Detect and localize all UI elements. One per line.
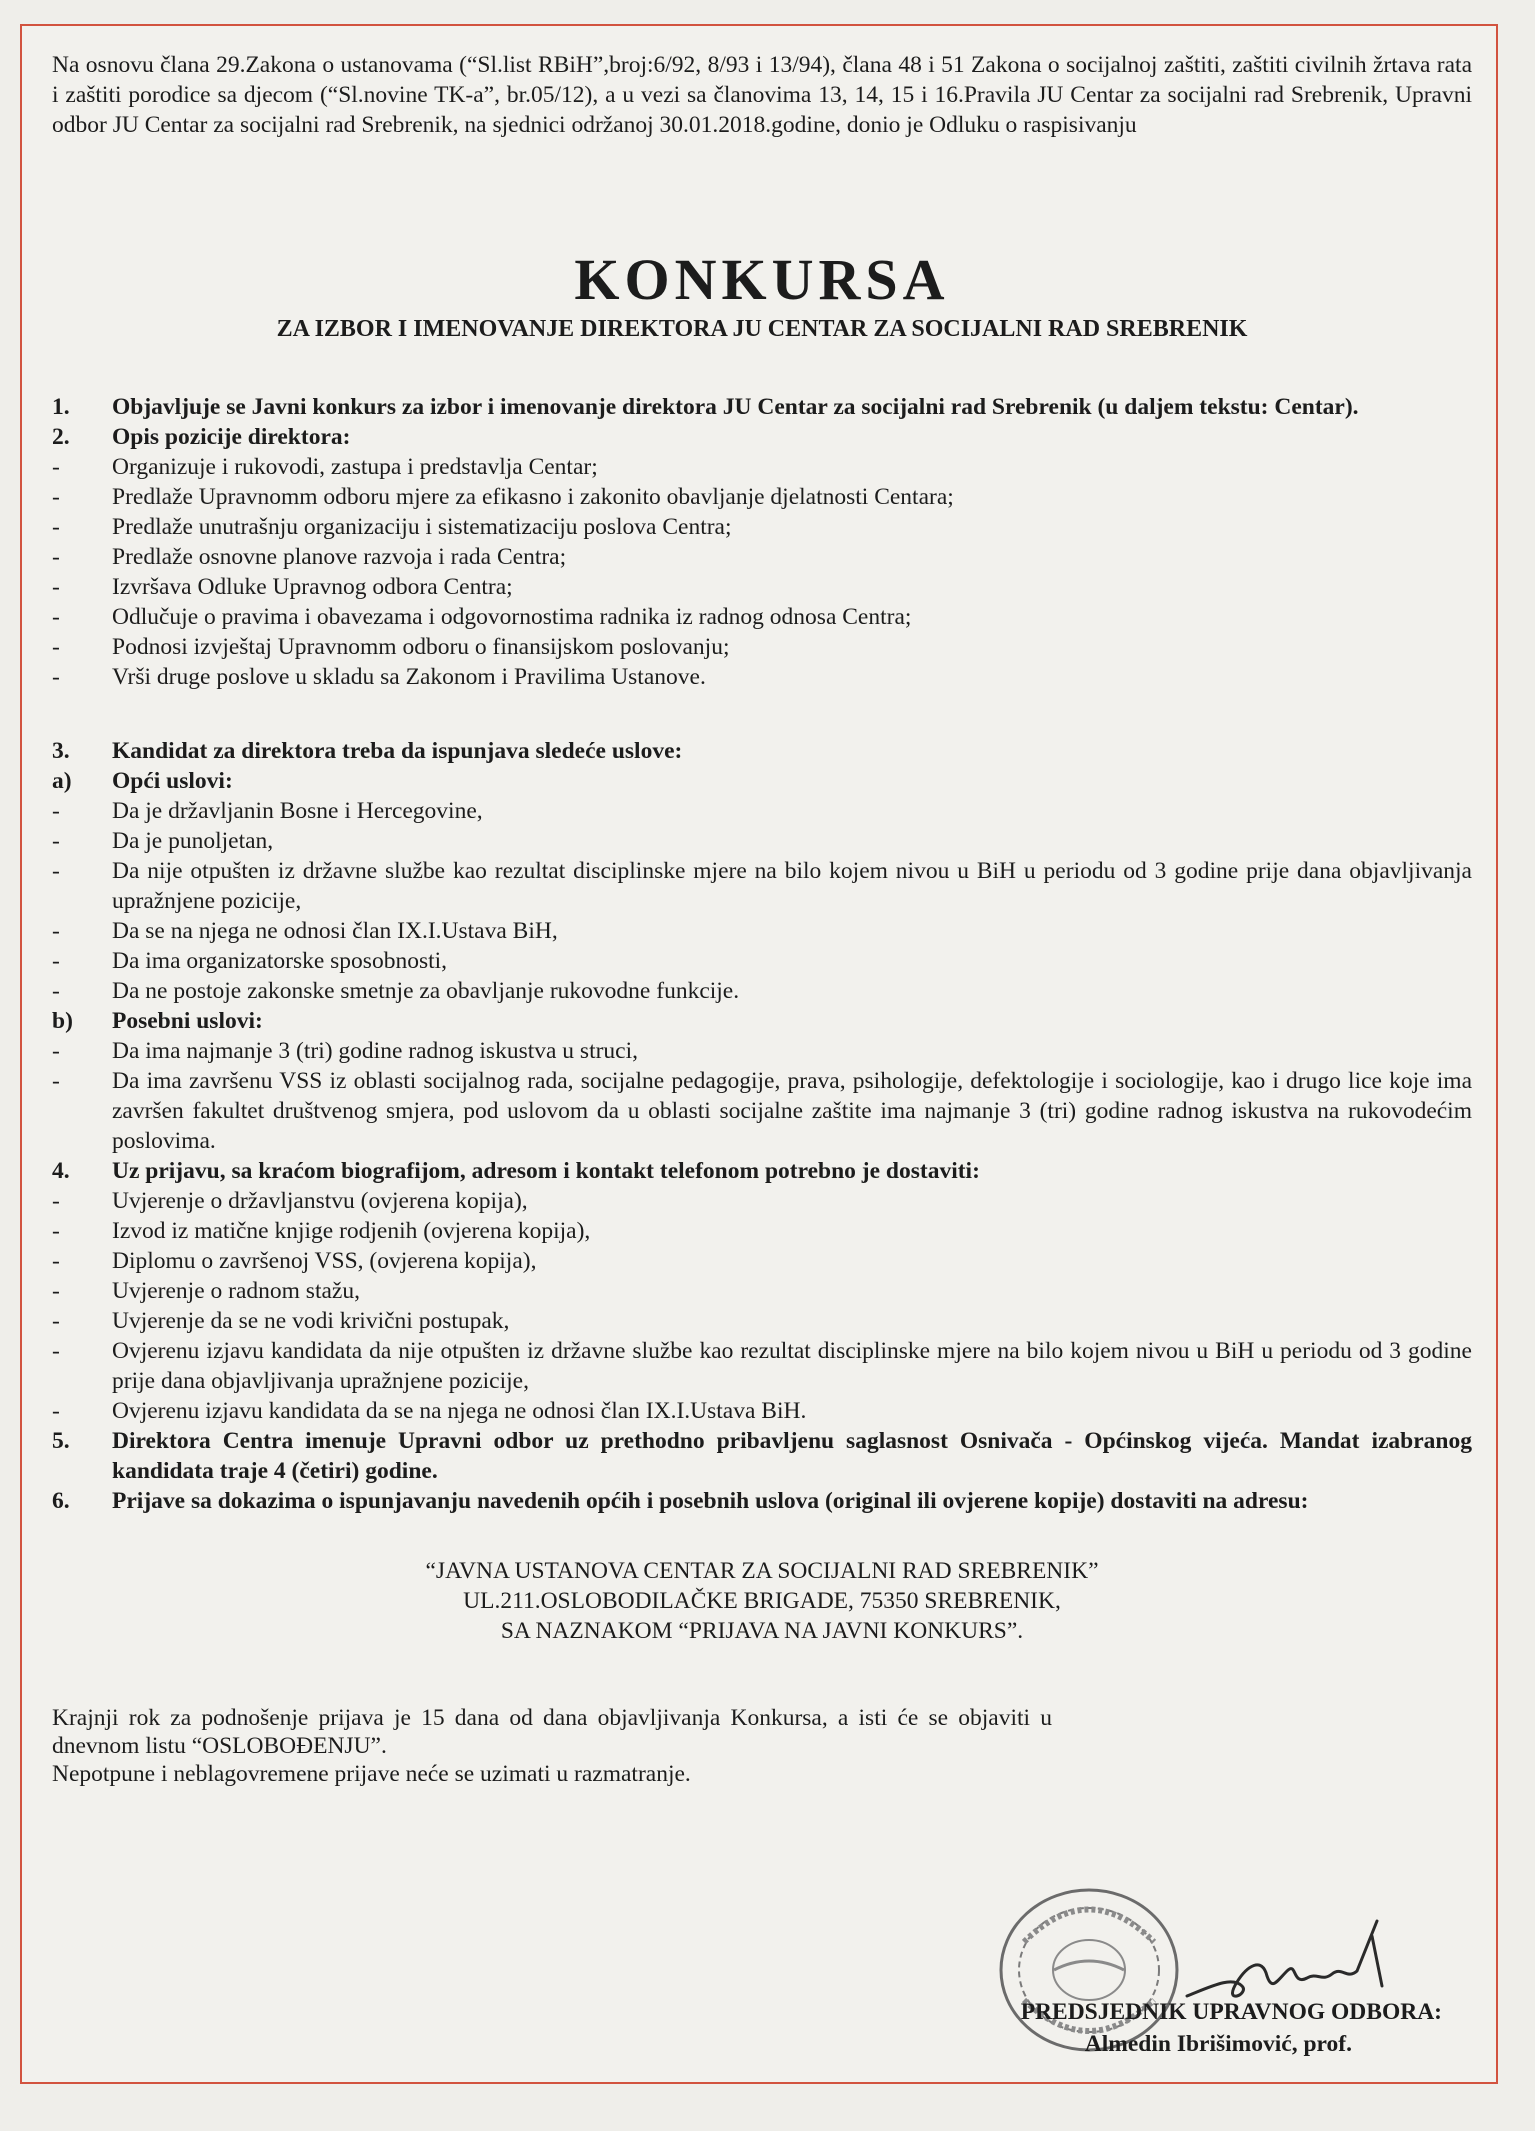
list-item <box>52 452 1472 482</box>
address-block <box>52 1556 1472 1646</box>
section-3-heading <box>52 736 1472 766</box>
section-number: 5. <box>52 1428 70 1454</box>
list-item-text: Ovjerenu izjavu kandidata da nije otpušten iz državne službe kao rezultat disciplinske mjere na bilo kojem nivou u BiH u periodu od 3 godine prije dana objavljivanja upražnjene pozicije, <box>112 1338 1472 1394</box>
dash: - <box>52 1278 60 1304</box>
list-item <box>52 1396 1472 1426</box>
list-item-text: Vrši druge poslove u skladu sa Zakonom i Pravilima Ustanove. <box>112 664 706 690</box>
subsection-label: a) <box>52 768 72 794</box>
deadline-note: Krajnji rok za podnošenje prijava je 15 dana od dana objavljivanja Konkursa, a isti će se objaviti u dnevnom listu “OSLOBOĐENJU”. <box>52 1705 1052 1759</box>
dash: - <box>52 1248 60 1274</box>
section-number: 1. <box>52 394 70 420</box>
list-item-text: Da je državljanin Bosne i Hercegovine, <box>112 798 483 824</box>
list-item-text: Da je punoljetan, <box>112 828 274 854</box>
signature-name: Almedin Ibrišimović, prof. <box>1084 2031 1352 2057</box>
list-item-text: Odlučuje o pravima i obavezama i odgovornostima radnika iz radnog odnosa Centra; <box>112 604 912 630</box>
list-item <box>52 542 1472 572</box>
intro-paragraph: Na osnovu člana 29.Zakona o ustanovama (“Sl.list RBiH”,broj:6/92, 8/93 i 13/94), člana 48 i 51 Zakona o socijalnoj zaštiti, zaštiti civilnih žrtava rata i zaštiti porodice sa djecom (“Sl.novine TK-a”, br.05/12), a u vezi sa članovima 13, 14, 15 i 16.Pravila JU Centar za socijalni rad Srebrenik, Upravni odbor JU Centar za socijalni rad Srebrenik, na sjednici održanoj 30.01.2018.godine, donio je Odluku o raspisivanju <box>52 52 1472 138</box>
list-item <box>52 976 1472 1006</box>
section-4-list <box>52 1186 1472 1426</box>
incomplete-note: Nepotpune i neblagovremene prijave neće se uzimati u razmatranje. <box>52 1761 691 1787</box>
document-content <box>52 50 1472 1788</box>
list-item <box>52 1306 1472 1336</box>
list-item-text: Da se na njega ne odnosi član IX.I.Ustava BiH, <box>112 918 558 944</box>
signature-block <box>1021 1996 1442 2060</box>
section-text: Direktora Centra imenuje Upravni odbor uz prethodno pribavljenu saglasnost Osnivača - Općinskog vijeća. Mandat izabranog kandidata traje 4 (četiri) godine. <box>112 1428 1472 1484</box>
dash: - <box>52 1218 60 1244</box>
dash: - <box>52 918 60 944</box>
document-title: KONKURSA <box>574 247 950 312</box>
list-item-text: Da ima najmanje 3 (tri) godine radnog iskustva u struci, <box>112 1038 639 1064</box>
dash: - <box>52 1338 60 1364</box>
dash: - <box>52 484 60 510</box>
list-item-text: Da nije otpušten iz državne službe kao rezultat disciplinske mjere na bilo kojem nivou u BiH u periodu od 3 godine prije dana objavljivanja upražnjene pozicije, <box>112 858 1472 914</box>
list-item-text: Izvod iz matične knjige rodjenih (ovjerena kopija), <box>112 1218 591 1244</box>
dash: - <box>52 664 60 690</box>
dash: - <box>52 454 60 480</box>
list-item <box>52 632 1472 662</box>
list-item <box>52 916 1472 946</box>
dash: - <box>52 858 60 884</box>
list-item-text: Predlaže Upravnomm odboru mjere za efikasno i zakonito obavljanje djelatnosti Centara; <box>112 484 954 510</box>
list-item <box>52 946 1472 976</box>
subsection-heading: Posebni uslovi: <box>112 1008 263 1034</box>
list-item <box>52 1186 1472 1216</box>
dash: - <box>52 828 60 854</box>
list-item-text: Diplomu o završenoj VSS, (ovjerena kopija), <box>112 1248 537 1274</box>
list-item <box>52 826 1472 856</box>
dash: - <box>52 604 60 630</box>
address-line: UL.211.OSLOBODILAČKE BRIGADE, 75350 SREBRENIK, <box>463 1588 1061 1614</box>
subsection-b-list <box>52 1036 1472 1156</box>
section-5 <box>52 1426 1472 1486</box>
list-item <box>52 1066 1472 1156</box>
document-subtitle: ZA IZBOR I IMENOVANJE DIREKTORA JU CENTAR ZA SOCIJALNI RAD SREBRENIK <box>276 316 1248 342</box>
dash: - <box>52 514 60 540</box>
list-item-text: Predlaže osnovne planove razvoja i rada Centra; <box>112 544 567 570</box>
subsection-b-heading <box>52 1006 1472 1036</box>
subsection-label: b) <box>52 1008 73 1034</box>
dash: - <box>52 1398 60 1424</box>
list-item <box>52 602 1472 632</box>
section-heading: Uz prijavu, sa kraćom biografijom, adresom i kontakt telefonom potrebno je dostaviti: <box>112 1158 980 1184</box>
list-item <box>52 856 1472 916</box>
section-4-heading <box>52 1156 1472 1186</box>
list-item-text: Da ima završenu VSS iz oblasti socijalnog rada, socijalne pedagogije, prava, psihologije, defektologije i sociologije, kao i drugo lice koje ima završen fakultet društvenog smjera, pod uslovom da u oblasti socijalne zaštite ima najmanje 3 (tri) godine radnog iskustva na rukovodećim poslovima. <box>112 1068 1472 1154</box>
list-item <box>52 1336 1472 1396</box>
list-item-text: Podnosi izvještaj Upravnomm odboru o finansijskom poslovanju; <box>112 634 730 660</box>
dash: - <box>52 574 60 600</box>
list-item-text: Uvjerenje o radnom stažu, <box>112 1278 360 1304</box>
list-item-text: Uvjerenje o državljanstvu (ovjerena kopija), <box>112 1188 528 1214</box>
list-item <box>52 482 1472 512</box>
dash: - <box>52 544 60 570</box>
footer-notes <box>52 1704 1472 1788</box>
section-text: Objavljuje se Javni konkurs za izbor i imenovanje direktora JU Centar za socijalni rad Srebrenik (u daljem tekstu: Centar). <box>112 394 1359 420</box>
section-number: 6. <box>52 1488 70 1514</box>
section-1 <box>52 392 1472 422</box>
list-item-text: Predlaže unutrašnju organizaciju i sistematizaciju poslova Centra; <box>112 514 732 540</box>
address-line: “JAVNA USTANOVA CENTAR ZA SOCIJALNI RAD SREBRENIK” <box>425 1558 1099 1584</box>
dash: - <box>52 1308 60 1334</box>
signature-role: PREDSJEDNIK UPRAVNOG ODBORA: <box>1020 1999 1442 2025</box>
section-heading: Kandidat za direktora treba da ispunjava sledeće uslove: <box>112 738 683 764</box>
list-item-text: Izvršava Odluke Upravnog odbora Centra; <box>112 574 513 600</box>
list-item <box>52 572 1472 602</box>
section-text: Prijave sa dokazima o ispunjavanju navedenih općih i posebnih uslova (original ili ovjerene kopije) dostaviti na adresu: <box>112 1488 1309 1514</box>
dash: - <box>52 634 60 660</box>
list-item <box>52 1276 1472 1306</box>
dash: - <box>52 948 60 974</box>
section-2-list <box>52 452 1472 692</box>
list-item-text: Da ima organizatorske sposobnosti, <box>112 948 448 974</box>
subsection-a-list <box>52 796 1472 1006</box>
document-frame <box>20 24 1498 2084</box>
address-line: SA NAZNAKOM “PRIJAVA NA JAVNI KONKURS”. <box>500 1618 1024 1644</box>
section-6 <box>52 1486 1472 1516</box>
section-number: 2. <box>52 424 70 450</box>
list-item <box>52 796 1472 826</box>
list-item-text: Da ne postoje zakonske smetnje za obavljanje rukovodne funkcije. <box>112 978 740 1004</box>
dash: - <box>52 1068 60 1094</box>
list-item-text: Organizuje i rukovodi, zastupa i predstavlja Centar; <box>112 454 598 480</box>
list-item <box>52 1036 1472 1066</box>
dash: - <box>52 1038 60 1064</box>
section-number: 4. <box>52 1158 70 1184</box>
dash: - <box>52 978 60 1004</box>
list-item <box>52 1216 1472 1246</box>
list-item-text: Uvjerenje da se ne vodi krivični postupak, <box>112 1308 510 1334</box>
list-item <box>52 662 1472 692</box>
list-item <box>52 1246 1472 1276</box>
section-2-heading <box>52 422 1472 452</box>
section-number: 3. <box>52 738 70 764</box>
dash: - <box>52 798 60 824</box>
subsection-heading: Opći uslovi: <box>112 768 233 794</box>
list-item-text: Ovjerenu izjavu kandidata da se na njega ne odnosi član IX.I.Ustava BiH. <box>112 1398 807 1424</box>
section-heading: Opis pozicije direktora: <box>112 424 351 450</box>
subsection-a-heading <box>52 766 1472 796</box>
list-item <box>52 512 1472 542</box>
dash: - <box>52 1188 60 1214</box>
